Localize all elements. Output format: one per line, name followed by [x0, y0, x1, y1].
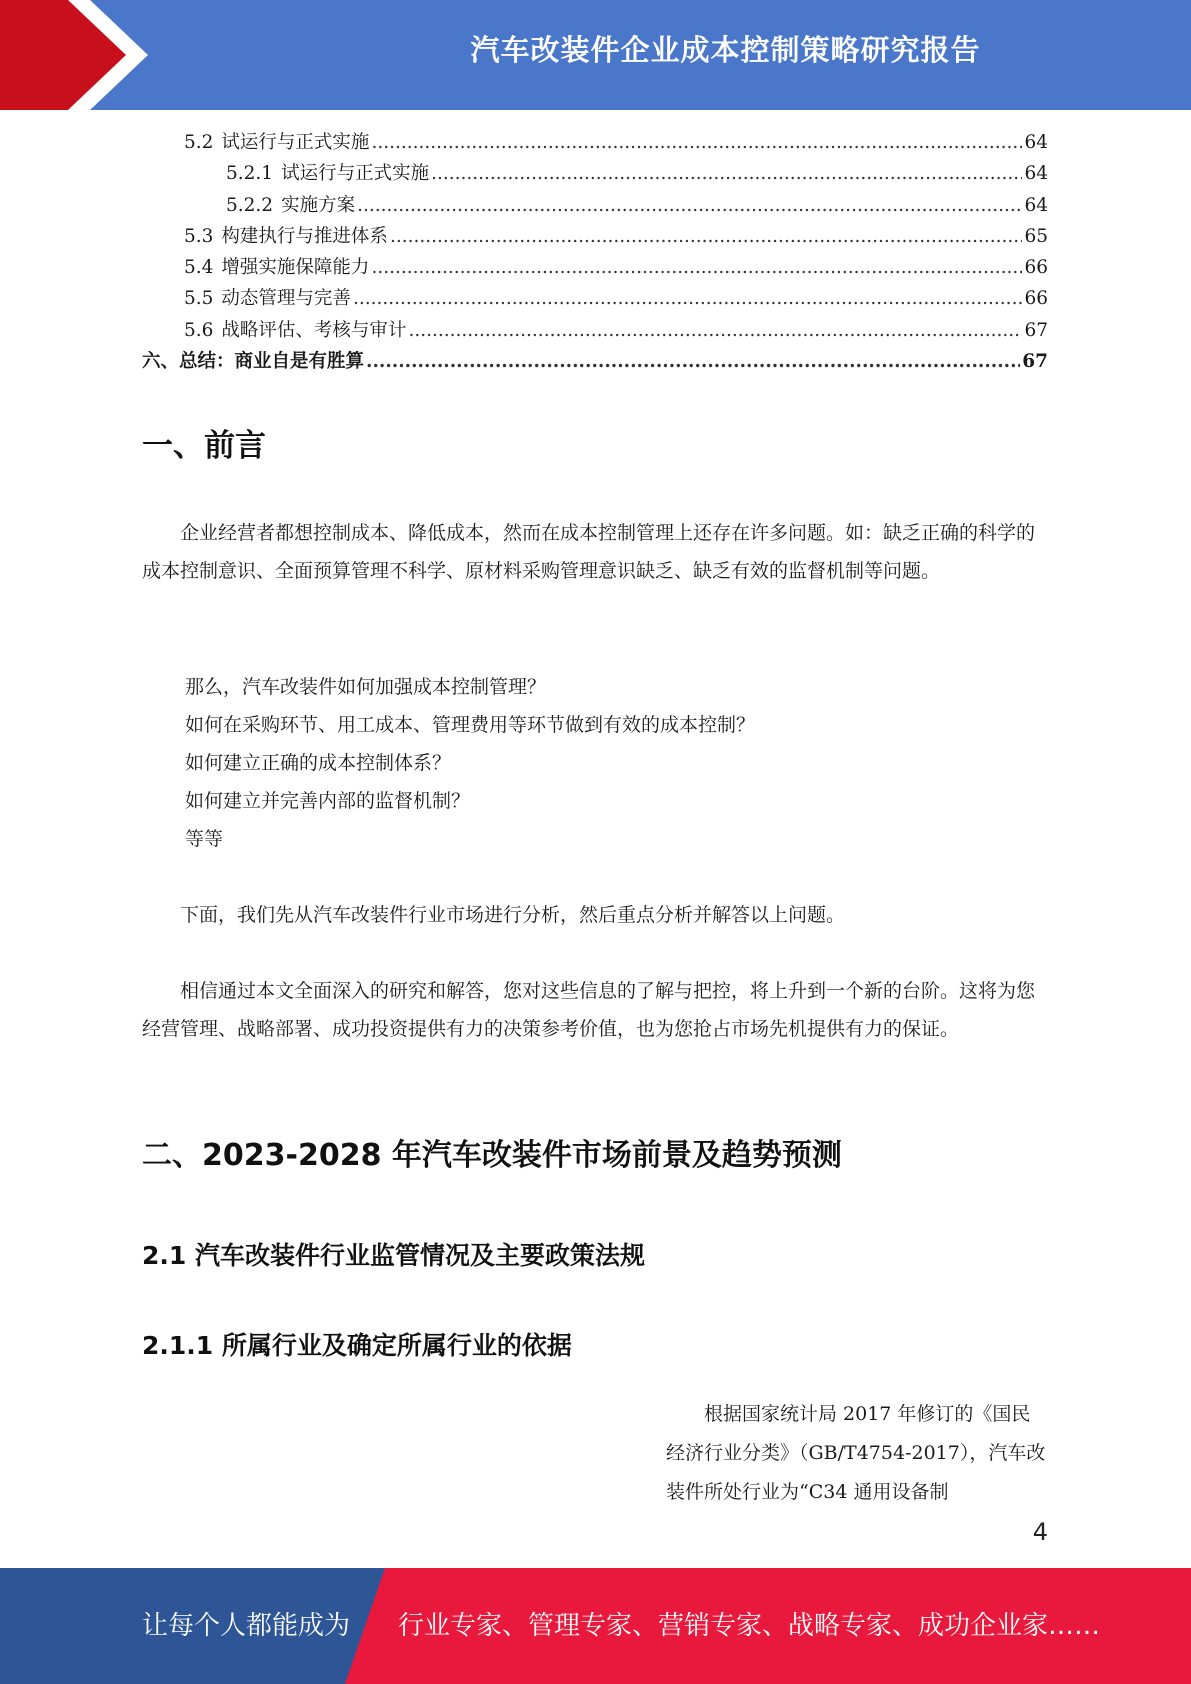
toc-page: 64 [1024, 194, 1048, 216]
question-item: 如何在采购环节、用工成本、管理费用等环节做到有效的成本控制？ [185, 714, 756, 736]
toc-number: 5.2 [184, 132, 214, 153]
toc-entry-chapter[interactable] [142, 347, 1048, 378]
toc-number: 5.5 [184, 288, 214, 310]
subsection-heading-industry-basis: 2.1.1 所属行业及确定所属行业的依据 [142, 1331, 572, 1360]
toc-page: 66 [1024, 257, 1048, 279]
toc-page: 64 [1024, 163, 1048, 185]
toc-leader [371, 132, 1022, 153]
question-item: 等等 [185, 828, 224, 850]
toc-label: 试运行与正式实施 [221, 132, 370, 153]
toc-label: 试运行与正式实施 [281, 163, 430, 185]
page-header [0, 0, 1191, 110]
toc-leader [408, 320, 1022, 341]
toc-entry[interactable] [142, 222, 1048, 253]
toc-leader [431, 163, 1022, 184]
toc-page: 67 [1024, 319, 1048, 341]
toc-label: 实施方案 [281, 194, 356, 216]
footer-slogan-right: 行业专家、管理专家、营销专家、战略专家、成功企业家…… [398, 1611, 1101, 1641]
section-heading-market-outlook: 二、2023-2028 年汽车改装件市场前景及趋势预测 [142, 1138, 842, 1173]
toc-label: 增强实施保障能力 [221, 257, 370, 279]
question-item: 如何建立正确的成本控制体系？ [185, 752, 452, 774]
question-item: 那么，汽车改装件如何加强成本控制管理？ [185, 676, 547, 698]
toc-label: 构建执行与推进体系 [221, 225, 388, 247]
toc-page: 65 [1024, 225, 1048, 247]
toc-entry[interactable] [142, 191, 1048, 222]
toc-leader [353, 288, 1023, 309]
question-list [185, 668, 755, 858]
toc-entry[interactable] [142, 284, 1048, 315]
toc-number: 5.2.1 [226, 163, 274, 185]
page-number: 4 [1032, 1518, 1048, 1546]
toc-entry[interactable] [142, 253, 1048, 284]
preface-paragraph-2: 下面，我们先从汽车改装件行业市场进行分析，然后重点分析并解答以上问题。 [180, 904, 846, 926]
toc-page: 64 [1024, 132, 1048, 153]
toc-leader [357, 195, 1022, 216]
toc-label: 六、总结：商业自是有胜算 [142, 351, 365, 373]
toc-number: 5.2.2 [226, 194, 274, 216]
toc-page: 66 [1024, 288, 1048, 310]
toc-leader [390, 226, 1023, 247]
toc-leader [366, 351, 1020, 372]
preface-paragraph-1: 企业经营者都想控制成本、降低成本，然而在成本控制管理上还存在许多问题。如：缺乏正确的科学的成本控制意识、全面预算管理不科学、原材料采购管理意识缺乏、缺乏有效的监督机制等问题。 [142, 522, 1036, 582]
question-item: 如何建立并完善内部的监督机制？ [185, 790, 471, 812]
industry-basis-paragraph: 根据国家统计局 2017 年修订的《国民经济行业分类》（GB/T4754-2017），汽车改装件所处行业为“C34 通用设备制 [666, 1403, 1046, 1503]
preface-paragraph-3: 相信通过本文全面深入的研究和解答，您对这些信息的了解与把控，将上升到一个新的台阶。这将为您经营管理、战略部署、成功投资提供有力的决策参考价值，也为您抢占市场先机提供有力的保证。 [142, 980, 1036, 1040]
toc-entry[interactable] [142, 316, 1048, 347]
toc-number: 5.6 [184, 319, 214, 341]
footer-slogan-left: 让每个人都能成为 [142, 1611, 351, 1641]
section-heading-preface: 一、前言 [142, 428, 266, 464]
toc-entry[interactable] [142, 128, 1048, 159]
page-footer [0, 1568, 1191, 1684]
toc-label: 动态管理与完善 [221, 288, 351, 310]
subsection-heading-regulation: 2.1 汽车改装件行业监管情况及主要政策法规 [142, 1241, 645, 1270]
toc-page: 67 [1022, 351, 1048, 373]
toc-number: 5.4 [184, 257, 214, 279]
toc-leader [371, 257, 1022, 278]
table-of-contents [142, 128, 1048, 378]
report-title: 汽车改装件企业成本控制策略研究报告 [470, 33, 981, 67]
toc-entry[interactable] [142, 159, 1048, 190]
toc-label: 战略评估、考核与审计 [221, 319, 407, 341]
toc-number: 5.3 [184, 225, 214, 247]
